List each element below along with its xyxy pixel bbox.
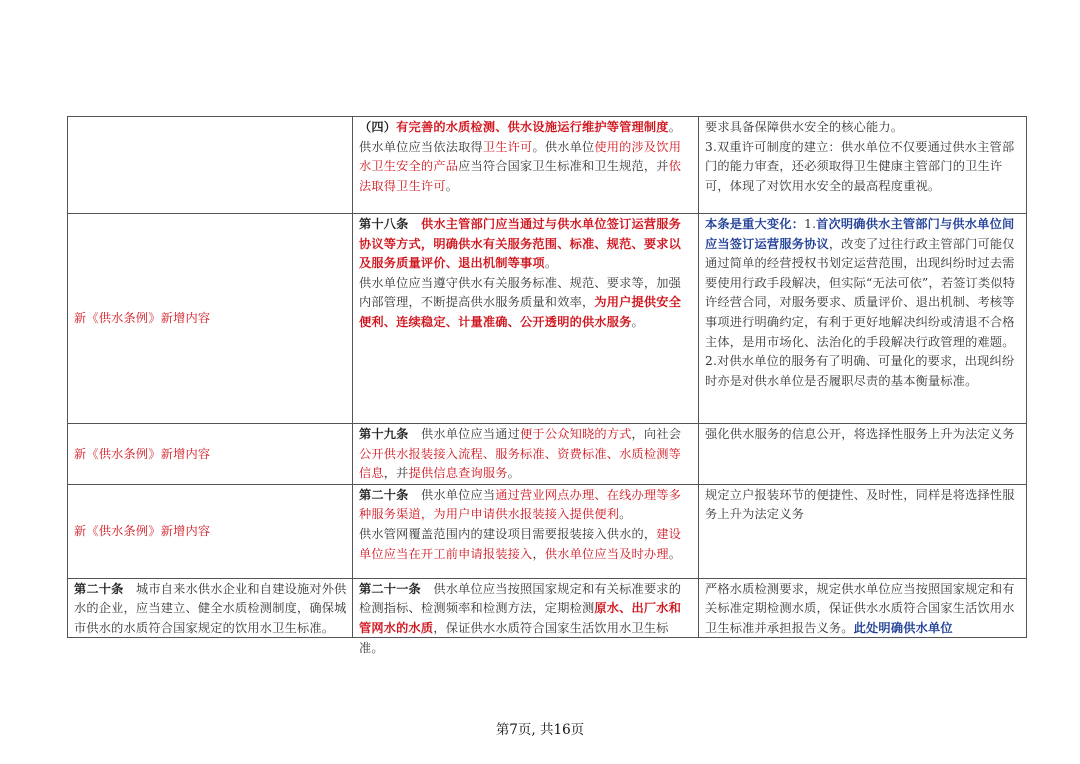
text-run: 。	[668, 546, 682, 561]
text-run: 新《供水条例》新增内容	[74, 446, 211, 461]
text-run: 。	[507, 466, 521, 481]
cell-old-text	[68, 578, 353, 637]
text-run: 供水管网覆盖范围内的建设项目需要报装接入供水的，	[359, 526, 657, 541]
text-run: （四）	[359, 120, 397, 134]
text-run: 通过营业网点办理、在线办理等多种服务渠道，为用户申请供水报装接入提供便利	[359, 487, 682, 522]
text-run: 提供信息查询服务	[408, 466, 508, 481]
table-row	[68, 117, 1027, 214]
cell-old-text	[68, 214, 353, 424]
cell-new-text	[353, 484, 699, 578]
text-run: 。	[445, 178, 459, 193]
text-run: 便于公众知晓的方式	[520, 427, 632, 441]
table-row	[68, 424, 1027, 485]
text-run: 第十九条	[359, 427, 421, 441]
table-row	[68, 214, 1027, 424]
text-run: 供水单位应当通过	[420, 427, 521, 441]
text-run: 供水单位应当	[420, 487, 496, 502]
text-run: 严格水质检测要求，规定供水单位应当按照国家规定和有关标准定期检测水质，保证供水水质符合国家生活饮用水卫生标准并承担报告义务。	[705, 581, 1015, 635]
text-run: 供水单位应当依法取得	[359, 139, 483, 154]
cell-old-text	[68, 424, 353, 485]
cell-new-text	[353, 578, 699, 655]
text-run: 第二十一条	[359, 581, 434, 596]
text-run: 强化供水服务的信息公开，将选择性服务上升为法定义务	[705, 427, 1015, 441]
page-number: 第7页, 共16页	[495, 722, 585, 738]
text-run: 新《供水条例》新增内容	[74, 523, 211, 538]
cell-remark	[699, 484, 1027, 578]
text-run: 第二十条	[359, 487, 421, 502]
text-run: 有完善的水质检测、供水设施运行维护等管理制度	[396, 120, 669, 134]
text-run: 卫生许可	[482, 139, 533, 154]
text-run: 建设单位应当在开工前申请报装接入	[359, 526, 682, 561]
text-run: 。	[631, 314, 644, 329]
text-run: 此处明确供水单位	[853, 620, 953, 635]
cell-old-text	[68, 117, 353, 214]
text-run: 原水、出厂水和管网水的水质	[359, 601, 682, 635]
cell-remark	[699, 424, 1027, 485]
text-run: 1.	[804, 217, 817, 231]
text-run: 。供水单位	[532, 139, 595, 154]
text-run: 使用的涉及饮用水卫生安全的产品	[359, 139, 682, 174]
text-run: 应当符合国家卫生标准和卫生规范，并	[458, 159, 669, 174]
text-run: 第二十条	[74, 581, 136, 596]
text-run: ，改变了过往行政主管部门可能仅通过简单的经营授权书划定运营范围，出现纠纷时过去需要使用行政手段解决，但实际“无法可依”，若签订类似特许经营合同，对服务要求、质量评价、退出机制、考核等事项进行明确约定，有利于更好地解决纠纷或清退不合格主体，是用市场化、法治化的手段解决行政管理的难题。	[705, 236, 1016, 349]
text-run: 第十八条	[359, 217, 421, 231]
text-run: 为用户提供安全便利、连续稳定、计量准确、公开透明的供水服务	[359, 295, 682, 329]
text-run: ，向社会	[631, 427, 682, 441]
text-run: 规定立户报装环节的便捷性、及时性，同样是将选择性服务上升为法定义务	[705, 487, 1015, 522]
text-run: ，保证供水水质符合国家生活饮用水卫生标准。	[359, 620, 669, 655]
cell-new-text	[353, 214, 699, 424]
cell-remark	[699, 117, 1027, 214]
cell-new-text	[353, 424, 699, 485]
text-run: 供水单位应当按照国家规定和有关标准要求的检测指标、检测频率和检测方法，定期检测	[359, 581, 682, 616]
text-run: 供水主管部门应当通过与供水单位签订运营服务协议等方式，明确供水有关服务范围、标准、规范、要求以及服务质量评价、退出机制等事项	[359, 217, 682, 271]
text-run: 首次明确供水主管部门与供水单位间应当签订运营服务协议	[705, 217, 1015, 251]
text-run: 城市自来水供水企业和自建设施对外供水的企业，应当建立、健全水质检测制度，确保城市供水的水质符合国家规定的饮用水卫生标准。	[74, 581, 347, 635]
cell-remark	[699, 578, 1027, 637]
text-run: 本条是重大变化：	[705, 217, 805, 231]
text-run: 依法取得卫生许可	[359, 159, 682, 193]
text-run: ，	[532, 546, 545, 561]
cell-old-text	[68, 484, 353, 578]
text-run: 供水单位应当及时办理	[544, 546, 669, 561]
text-run: ，并	[383, 466, 409, 481]
text-run: 供水单位应当遵守供水有关服务标准、规范、要求等，加强内部管理，不断提高供水服务质量和效率，	[359, 275, 682, 310]
table-row	[68, 484, 1027, 578]
text-run: 。	[619, 507, 632, 522]
text-run: 。	[668, 120, 682, 134]
text-run: 。	[544, 256, 558, 271]
text-run: 新《供水条例》新增内容	[74, 311, 211, 326]
text-run: 3.双重许可制度的建立：供水单位不仅要通过供水主管部门的能力审查，还必须取得卫生健康主管部门的卫生许可，体现了对饮用水安全的最高程度重视。	[705, 139, 1015, 193]
text-run: 2.对供水单位的服务有了明确、可量化的要求，出现纠纷时亦是对供水单位是否履职尽责的基本衡量标准。	[705, 354, 1015, 388]
text-run: 要求具备保障供水安全的核心能力。	[705, 120, 904, 134]
cell-new-text	[353, 117, 699, 214]
cell-remark	[699, 214, 1027, 424]
table-row	[68, 578, 1027, 637]
comparison-table	[67, 116, 1027, 655]
text-run: 公开供水报装接入流程、服务标准、资费标准、水质检测等信息	[359, 446, 682, 481]
